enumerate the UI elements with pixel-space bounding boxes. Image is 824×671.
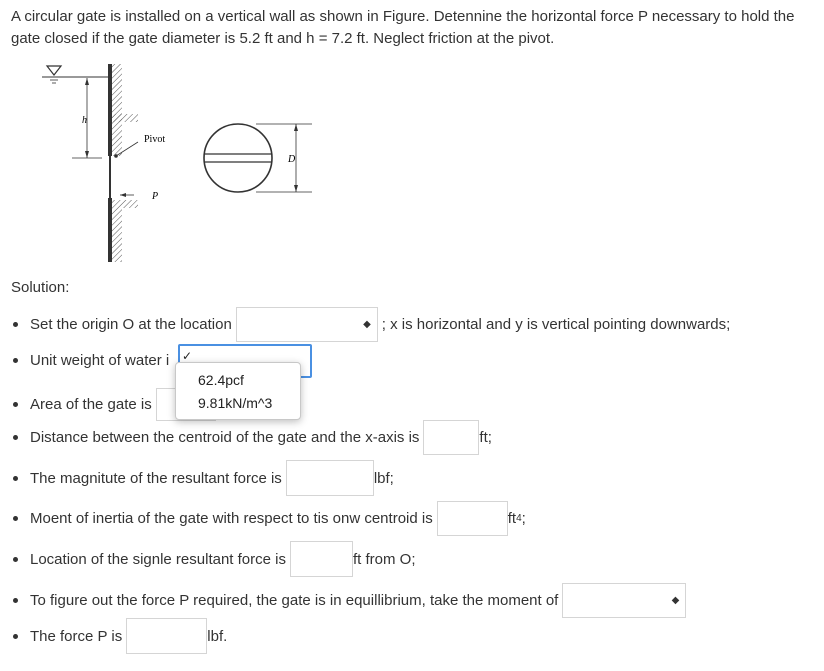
- location-text: Location of the signle resultant force is: [30, 550, 286, 568]
- inertia-input[interactable]: [437, 501, 508, 536]
- label-d: D: [288, 154, 296, 165]
- list-item-distance: [13, 420, 492, 455]
- water-surface-icon: [47, 66, 61, 75]
- gate-figure: [30, 58, 330, 268]
- bullet-dot: [13, 358, 18, 363]
- bullet-dot: [13, 634, 18, 639]
- unit-weight-text: Unit weight of water i: [30, 352, 170, 369]
- label-p: P: [152, 191, 159, 202]
- area-text: Area of the gate is: [30, 396, 152, 413]
- label-pivot: Pivot: [144, 134, 166, 145]
- list-item-moment: [13, 583, 686, 618]
- bullet-dot: [13, 322, 18, 327]
- bullet-dot: [13, 402, 18, 407]
- origin-text-suffix: ; x is horizontal and y is vertical pointing downwards;: [381, 316, 731, 333]
- distance-text: Distance between the centroid of the gate and the x-axis is: [30, 429, 420, 446]
- magnitude-input[interactable]: [286, 460, 374, 496]
- moment-text: To figure out the force P required, the gate is in equillibrium, take the moment of: [30, 592, 559, 609]
- question-text: A circular gate is installed on a vertical wall as shown in Figure. Detennine the horizontal force P necessary to hold the gate closed if the gate diameter is 5.2 ft and h = 7.2 ft. Neglect friction at the pivot.: [11, 8, 795, 47]
- unit-weight-dropdown: [175, 349, 301, 420]
- list-item-origin: [13, 307, 730, 342]
- distance-input[interactable]: [423, 420, 479, 455]
- solution-label: Solution:: [11, 279, 70, 296]
- inertia-text: Moent of inertia of the gate with respect to tis onw centroid is: [30, 510, 433, 527]
- inertia-unit-semicolon: ;: [521, 510, 526, 527]
- list-item-force: [13, 618, 227, 654]
- magnitude-text: The magnitute of the resultant force is: [30, 469, 282, 487]
- bullet-dot: [13, 476, 18, 481]
- select-arrow-icon: ◆: [363, 319, 371, 330]
- dropdown-option-62-4pcf[interactable]: 62.4pcf: [198, 372, 244, 388]
- magnitude-unit: lbf;: [373, 469, 394, 487]
- origin-text: Set the origin O at the location: [30, 316, 232, 333]
- bullet-dot: [13, 557, 18, 562]
- force-input[interactable]: [126, 618, 207, 654]
- location-input[interactable]: [290, 541, 353, 577]
- origin-location-select[interactable]: [236, 307, 378, 342]
- dropdown-option-9-81kn[interactable]: 9.81kN/m^3: [198, 395, 273, 411]
- list-item-inertia: [13, 501, 526, 536]
- gate-diagram: [30, 58, 330, 268]
- list-item-unit-weight: [13, 352, 169, 369]
- bullet-dot: [13, 598, 18, 603]
- moment-point-select[interactable]: [562, 583, 686, 618]
- force-unit: lbf.: [207, 627, 228, 645]
- label-h: h: [82, 115, 87, 126]
- force-text: The force P is: [30, 627, 123, 645]
- bullet-dot: [13, 516, 18, 521]
- location-unit: ft from O;: [352, 550, 416, 568]
- distance-unit: ft;: [479, 429, 492, 446]
- inertia-unit: ft: [507, 510, 517, 527]
- inertia-unit-exponent: 4: [516, 513, 522, 524]
- list-item-magnitude: [13, 460, 394, 496]
- select-arrow-icon: ◆: [671, 595, 680, 606]
- bullet-dot: [13, 435, 18, 440]
- checkmark-icon: ✓: [182, 349, 193, 363]
- list-item-location: [13, 541, 416, 577]
